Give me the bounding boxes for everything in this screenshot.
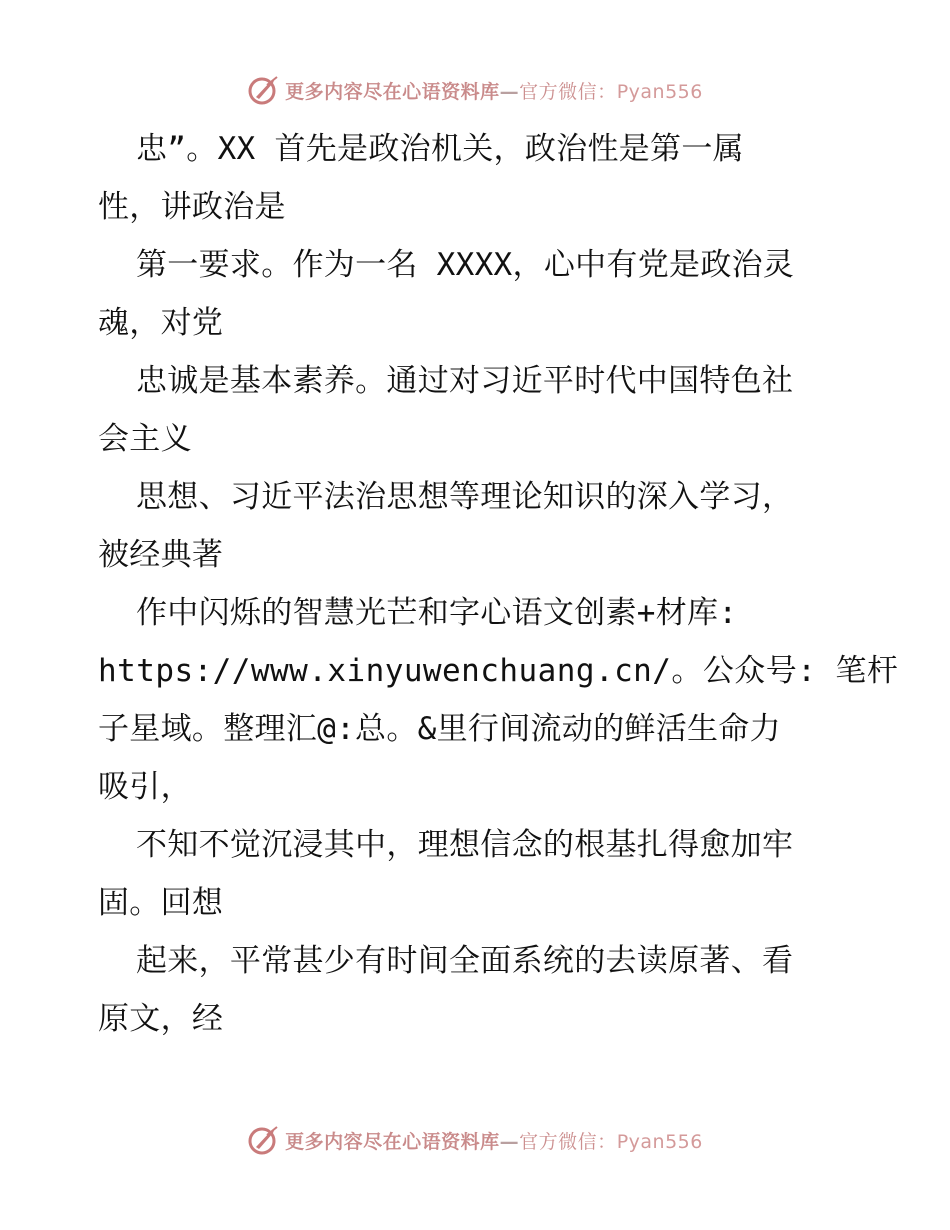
text-line: 不知不觉沉浸其中，理想信念的根基扎得愈加牢 (136, 827, 794, 863)
text-line: 起来，平常甚少有时间全面系统的去读原著、看 (136, 943, 794, 979)
watermark-main: 更多内容尽在心语资料库 (285, 80, 500, 103)
watermark-main: 更多内容尽在心语资料库 (285, 1130, 500, 1153)
footer-watermark (0, 1120, 950, 1160)
watermark-sub: 官方微信： (519, 1130, 617, 1153)
text-line: 思想、习近平法治思想等理论知识的深入学习， (136, 479, 794, 515)
watermark-text (285, 77, 703, 104)
quill-seal-icon (247, 1123, 281, 1157)
text-line: 忠”。XX 首先是政治机关，政治性是第一属 (136, 131, 744, 167)
text-line: 性，讲政治是 (98, 189, 286, 225)
text-line: 固。回想 (98, 885, 224, 921)
watermark-sub: 官方微信： (519, 80, 617, 103)
quill-seal-icon (247, 73, 281, 107)
text-line: 被经典著 (98, 537, 224, 573)
text-line: 作中闪烁的智慧光芒和字心语文创素+材库: (136, 595, 738, 631)
watermark-dash: — (499, 1130, 520, 1153)
text-line: 魂，对党 (98, 305, 224, 341)
text-line: 忠诚是基本素养。通过对习近平时代中国特色社 (136, 363, 794, 399)
watermark-id: Pyan556 (616, 80, 703, 103)
watermark-dash: — (499, 80, 520, 103)
text-line: 子星域。整理汇@:总。&里行间流动的鲜活生命力 (98, 711, 781, 747)
text-line: 原文，经 (98, 1001, 224, 1037)
text-line: 吸引， (98, 769, 192, 805)
watermark-id: Pyan556 (616, 1130, 703, 1153)
text-line: 第一要求。作为一名 XXXX，心中有党是政治灵 (136, 247, 795, 283)
text-line: https://www.xinyuwenchuang.cn/。公众号: 笔杆 (98, 653, 899, 689)
document-body (98, 120, 899, 1048)
header-watermark (0, 70, 950, 110)
text-line: 会主义 (98, 421, 192, 457)
watermark-text (285, 1127, 703, 1154)
